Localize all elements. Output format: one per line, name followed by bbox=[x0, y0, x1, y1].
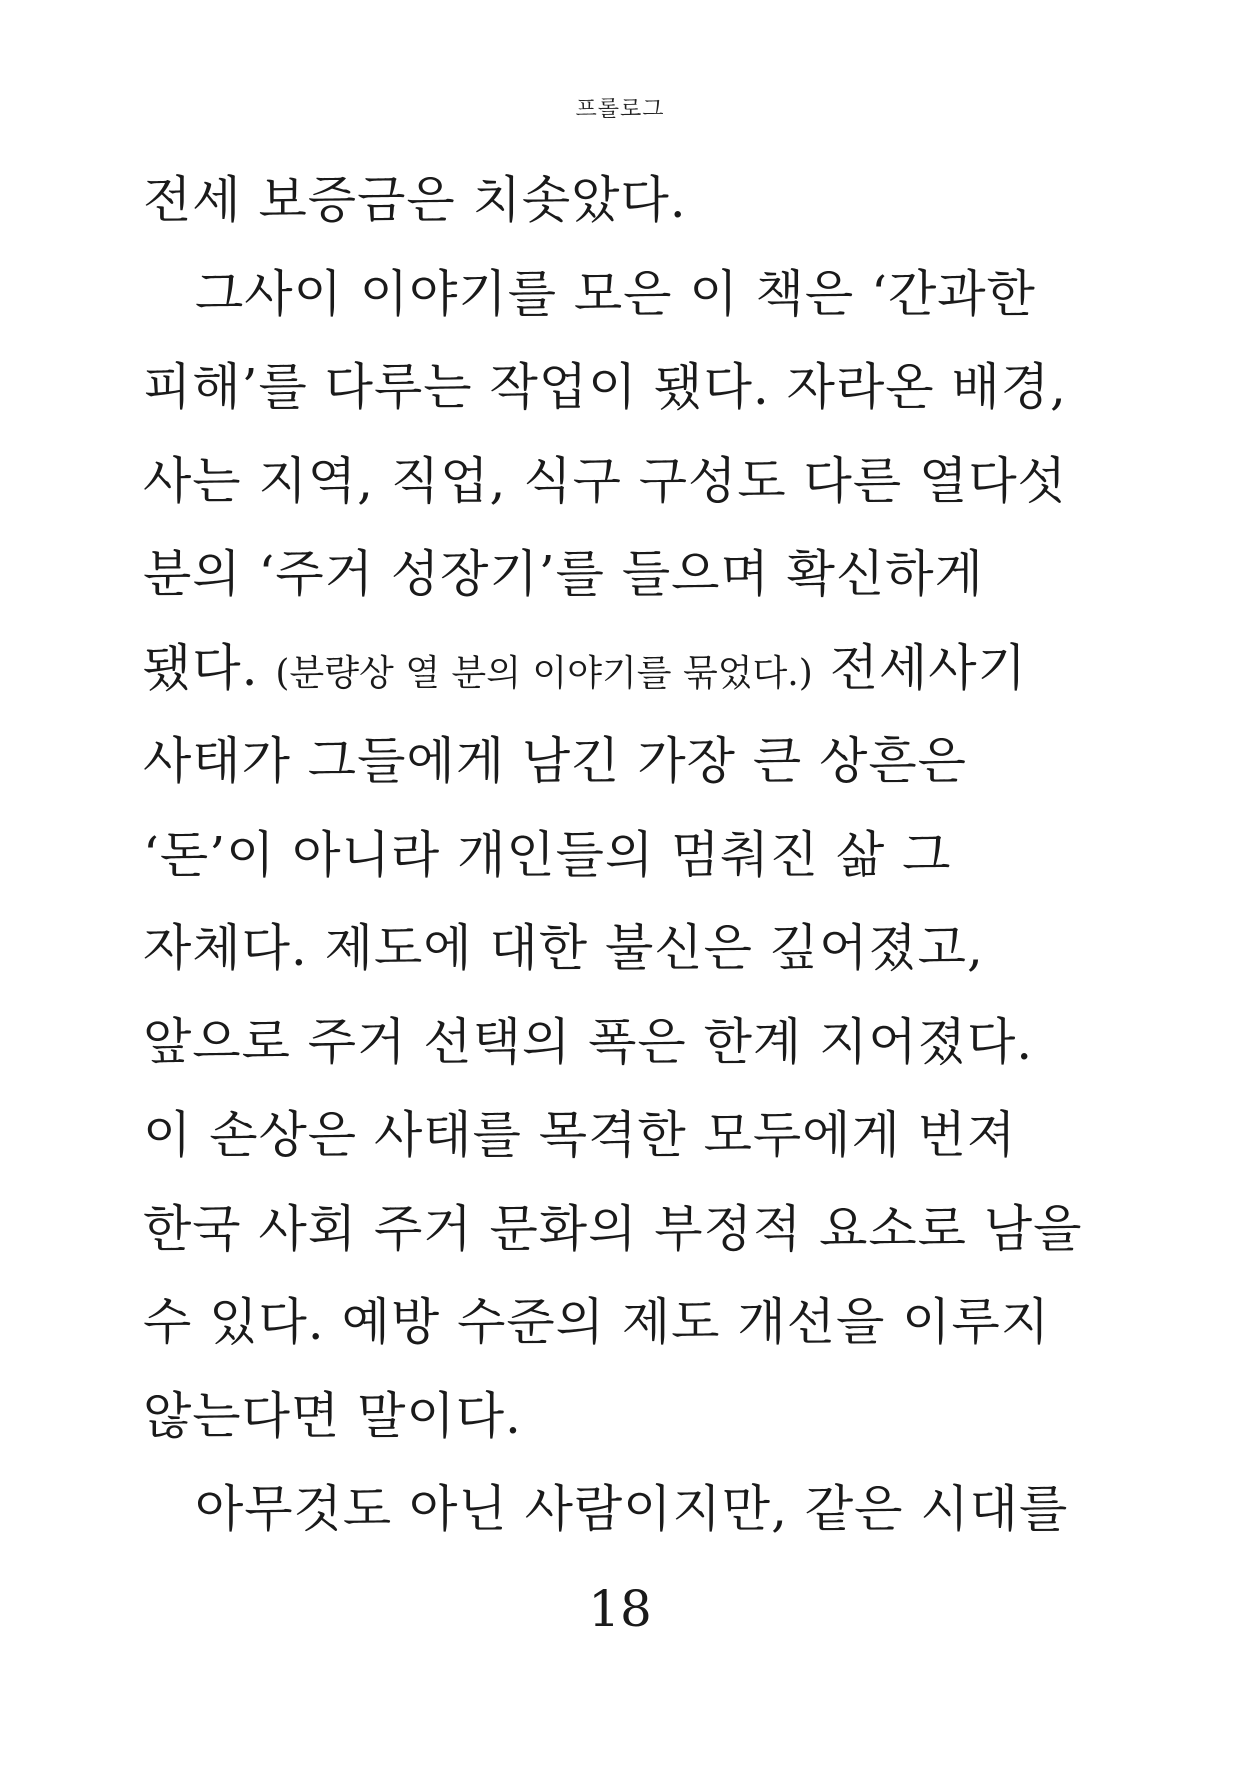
page-number: 18 bbox=[588, 1580, 652, 1638]
text-line: 피해’를 다루는 작업이 됐다. 자라온 배경, bbox=[143, 358, 1067, 416]
text-line-with-aside bbox=[143, 638, 1103, 732]
text-line: 수 있다. 예방 수준의 제도 개선을 이루지 bbox=[143, 1293, 1051, 1351]
text-line: 자체다. 제도에 대한 불신은 깊어졌고, bbox=[143, 919, 984, 977]
text-line: 그사이 이야기를 모은 이 책은 ‘간과한 bbox=[195, 264, 1036, 323]
text-line: 한국 사회 주거 문화의 부정적 요소로 남을 bbox=[143, 1199, 1083, 1258]
text-line-start: 됐다. bbox=[143, 638, 276, 697]
text-line-end: 전세사기 bbox=[829, 638, 1027, 697]
text-line: 아무것도 아닌 사람이지만, 같은 시대를 bbox=[195, 1480, 1069, 1538]
text-line: 사는 지역, 직업, 식구 구성도 다른 열다섯 bbox=[143, 451, 1067, 510]
text-line: 이 손상은 사태를 목격한 모두에게 번져 bbox=[143, 1106, 1017, 1164]
text-line: 사태가 그들에게 남긴 가장 큰 상흔은 bbox=[143, 732, 967, 790]
text-line: 전세 보증금은 치솟았다. bbox=[143, 171, 687, 229]
text-line: 앞으로 주거 선택의 폭은 한계 지어졌다. bbox=[143, 1012, 1034, 1071]
running-header: 프롤로그 bbox=[575, 97, 665, 122]
text-line: ‘돈’이 아니라 개인들의 멈춰진 삶 그 bbox=[143, 825, 952, 884]
body-text bbox=[143, 170, 1103, 1573]
parenthetical-aside: (분량상 열 분의 이야기를 묶었다.) bbox=[275, 652, 813, 694]
text-line: 분의 ‘주거 성장기’를 들으며 확신하게 bbox=[143, 545, 984, 603]
text-line: 않는다면 말이다. bbox=[143, 1386, 522, 1445]
